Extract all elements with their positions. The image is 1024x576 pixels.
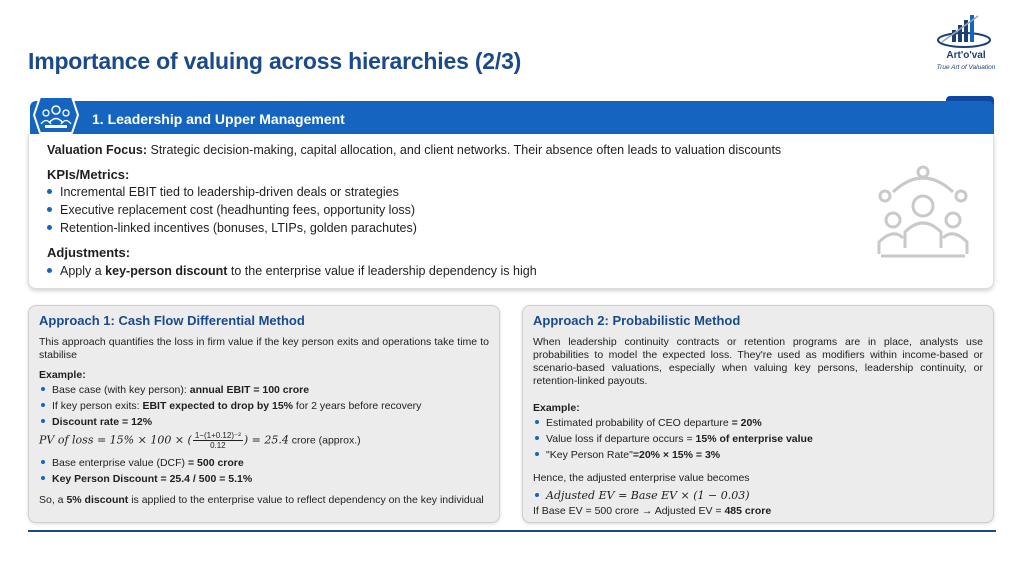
approach1-bullet: Base enterprise value (DCF) = 500 crore [41,457,244,469]
kpi-item: Executive replacement cost (headhunting fees, opportunity loss) [47,203,415,217]
approach1-title: Approach 1: Cash Flow Differential Method [39,313,305,328]
bullet-icon [535,420,539,424]
approach1-example-label: Example: [39,369,86,381]
approach1-intro: This approach quantifies the loss in firm value if the key person exits and operations take time to stabilise [39,336,489,361]
approach2-card [522,305,994,523]
bullet-icon [41,460,45,464]
bullet-icon [535,493,539,497]
kpi-item: Retention-linked incentives (bonuses, LTIPs, golden parachutes) [47,221,417,235]
page-title: Importance of valuing across hierarchies (2/3) [28,48,522,74]
approach2-hence: Hence, the adjusted enterprise value becomes [533,472,750,484]
approach1-card [28,305,500,523]
approach1-bullet: Discount rate = 12% [41,416,152,428]
approach2-bullet: Estimated probability of CEO departure = 20% [535,417,762,429]
valuation-focus-label: Valuation Focus: [47,143,148,157]
bullet-icon [47,225,52,230]
footer-divider [28,530,996,532]
leadership-summary-card [28,134,994,289]
bullet-icon [47,207,52,212]
bullet-icon [41,476,45,480]
approach1-bullet: Key Person Discount = 25.4 / 500 = 5.1% [41,473,252,485]
bullet-icon [41,419,45,423]
bullet-icon [41,387,45,391]
bullet-icon [535,436,539,440]
artoval-logo [928,12,1004,78]
leadership-group-icon [32,95,80,135]
logo-name: Art'o'val [946,50,986,61]
adjustments-heading: Adjustments: [47,245,131,260]
bullet-icon [47,268,52,273]
approach2-intro: When leadership continuity contracts or retention programs are in place, analysts use probabilities to model the expected loss. They're used as modifiers within income-based or scenario-based valuations, especially when valuing key persons, leadership continuity, or retention-linked payouts. [533,336,983,387]
adjusted-ev-formula: Adjusted EV = Base EV × (1 − 0.03) [535,489,750,502]
approach1-conclusion: So, a 5% discount is applied to the enterprise value to reflect dependency on the key individual [39,494,484,506]
approach1-bullet: If key person exits: EBIT expected to drop by 15% for 2 years before recovery [41,400,421,412]
approach2-title: Approach 2: Probabilistic Method [533,313,741,328]
valuation-focus [47,143,781,157]
formula-fraction: $\frac{\text{1−(1+0.12)⁻²}}{0.12}$ [194,431,241,450]
adjustment-item: Apply a key-person discount to the enterprise value if leadership dependency is high [47,264,537,278]
people-network-icon [871,164,975,264]
approach2-final: If Base EV = 500 crore → Adjusted EV = 485 crore [533,505,772,517]
approach2-bullet: "Key Person Rate"=20% × 15% = 3% [535,449,720,461]
pv-loss-formula: PV of loss = 15% × 100 × ( $\frac{\text{1−(1+0.12)⁻²}}{0.12}$ ) = 25.4 crore (approx.) [39,431,361,450]
kpis-heading: KPIs/Metrics: [47,167,130,182]
approach1-bullet: Base case (with key person): annual EBIT = 100 crore [41,384,309,396]
kpi-item: Incremental EBIT tied to leadership-driven deals or strategies [47,185,399,199]
bullet-icon [41,403,45,407]
section-title: 1. Leadership and Upper Management [92,111,345,127]
approach2-bullet: Value loss if departure occurs = 15% of enterprise value [535,433,813,445]
bullet-icon [535,452,539,456]
valuation-focus-text: Strategic decision-making, capital allocation, and client networks. Their absence often leads to valuation discounts [147,143,782,157]
approach2-example-label: Example: [533,402,580,414]
logo-bars-icon [928,12,1004,52]
bullet-icon [47,189,52,194]
logo-tagline: True Art of Valuation [936,64,996,71]
